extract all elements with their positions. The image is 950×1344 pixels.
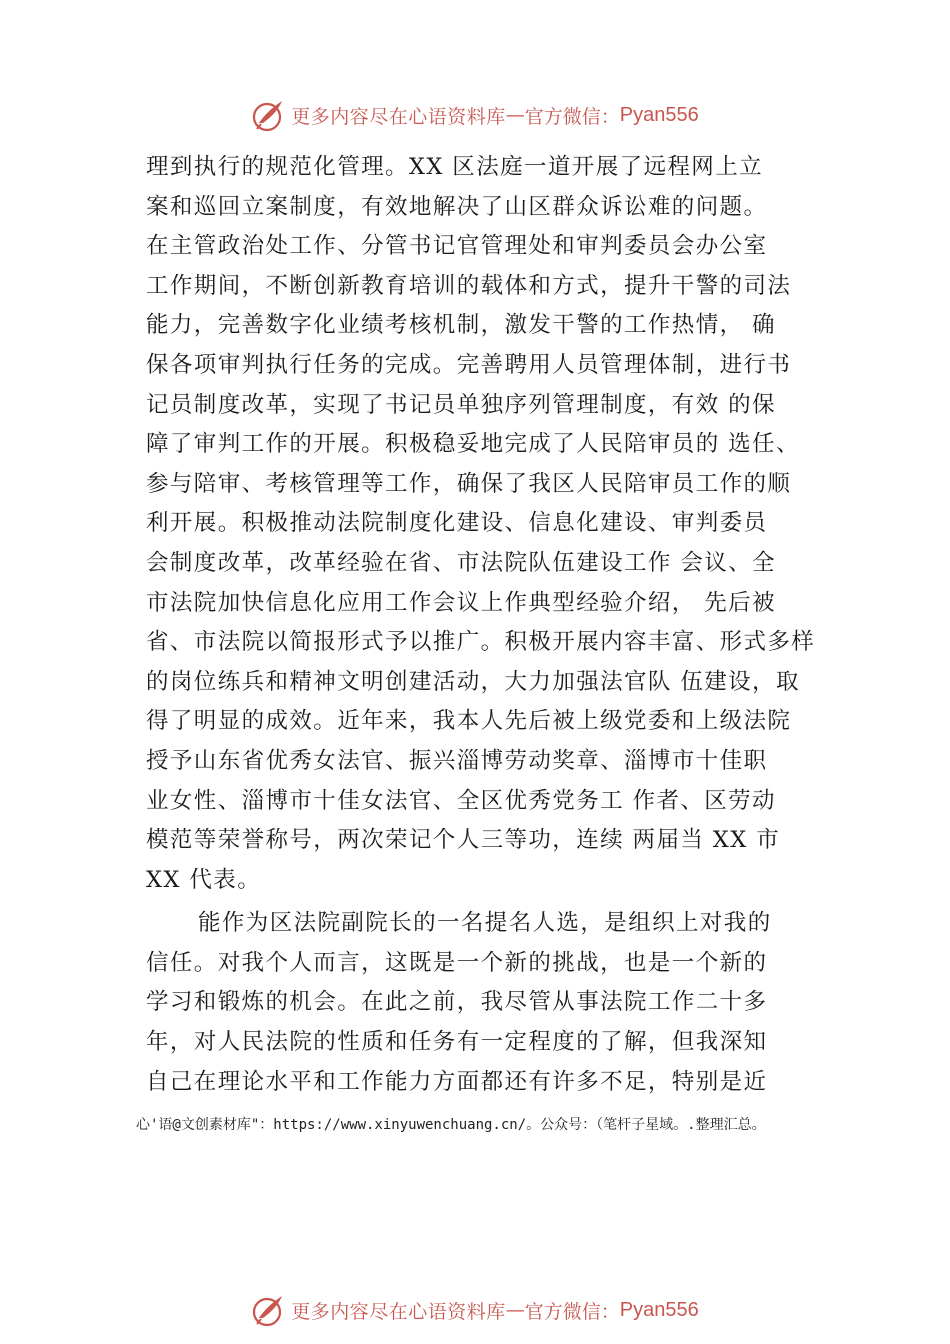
banner-text: 更多内容尽在心语资料库 <box>291 1300 506 1323</box>
body-line: 保各项审判执行任务的完成。完善聘用人员管理体制，进行书 <box>146 351 792 378</box>
body-line: 授予山东省优秀女法官、振兴淄博劳动奖章、淄博市十佳职 <box>146 747 768 774</box>
body-line: 理到执行的规范化管理。XX 区法庭一道开展了远程网上立 <box>146 154 763 180</box>
body-line: 利开展。积极推动法院制度化建设、信息化建设、审判委员 <box>146 510 768 537</box>
paragraph2-line: 年，对人民法院的性质和任务有一定程度的了解，但我深知 <box>146 1029 768 1056</box>
footer-banner <box>0 1290 950 1330</box>
banner-text: 更多内容尽在心语资料库 <box>291 105 506 128</box>
header-banner <box>0 95 950 135</box>
body-line: 业女性、淄博市十佳女法官、全区优秀党务工 作者、区劳动 <box>146 787 776 814</box>
banner-separator: — <box>505 104 525 126</box>
paragraph2-line: 能作为区法院副院长的一名提名人选，是组织上对我的 <box>198 910 772 937</box>
body-line: 的岗位练兵和精神文明创建活动，大力加强法官队 伍建设，取 <box>146 668 800 695</box>
feather-pen-logo-icon <box>251 97 287 133</box>
body-line: 障了审判工作的开展。积极稳妥地完成了人民陪审员的 选任、 <box>146 431 800 458</box>
body-line: 得了明显的成效。近年来，我本人先后被上级党委和上级法院 <box>146 708 792 735</box>
body-line: 能力，完善数字化业绩考核机制，激发干警的工作热情， 确 <box>146 312 776 339</box>
banner-separator: — <box>505 1299 525 1321</box>
body-line: 记员制度改革，实现了书记员单独序列管理制度，有效 的保 <box>146 391 776 418</box>
source-note: 心'语@文创素材库"：https://www.xinyuwenchuang.cn/。公众号：（笔杆子星域。.整理汇总。 <box>136 1117 766 1133</box>
banner-wechat-id: Pyan556 <box>619 103 699 126</box>
body-line: 省、市法院以简报形式予以推广。积极开展内容丰富、形式多样 <box>146 629 816 656</box>
banner-wechat-label: 官方微信： <box>524 105 620 128</box>
body-line: 案和巡回立案制度，有效地解决了山区群众诉讼难的问题。 <box>146 193 768 220</box>
feather-pen-logo-icon <box>251 1292 287 1328</box>
body-line: 模范等荣誉称号，两次荣记个人三等功，连续 两届当 XX 市 <box>146 827 781 854</box>
document-body <box>146 148 836 1102</box>
body-line: 会制度改革，改革经验在省、市法院队伍建设工作 会议、全 <box>146 549 776 576</box>
body-line: 在主管政治处工作、分管书记官管理处和审判委员会办公室 <box>146 233 768 260</box>
paragraph2-line: 自己在理论水平和工作能力方面都还有许多不足，特别是近 <box>146 1068 768 1095</box>
paragraph2-line: 学习和锻炼的机会。在此之前，我尽管从事法院工作二十多 <box>146 989 768 1016</box>
body-line: XX 代表。 <box>146 866 262 893</box>
body-line: 工作期间，不断创新教育培训的载体和方式，提升干警的司法 <box>146 272 792 299</box>
banner-wechat-label: 官方微信： <box>524 1300 620 1323</box>
body-line: 市法院加快信息化应用工作会议上作典型经验介绍， 先后被 <box>146 589 776 616</box>
paragraph2-line: 信任。对我个人而言，这既是一个新的挑战，也是一个新的 <box>146 949 768 976</box>
body-line: 参与陪审、考核管理等工作，确保了我区人民陪审员工作的顺 <box>146 470 792 497</box>
banner-wechat-id: Pyan556 <box>619 1298 699 1321</box>
